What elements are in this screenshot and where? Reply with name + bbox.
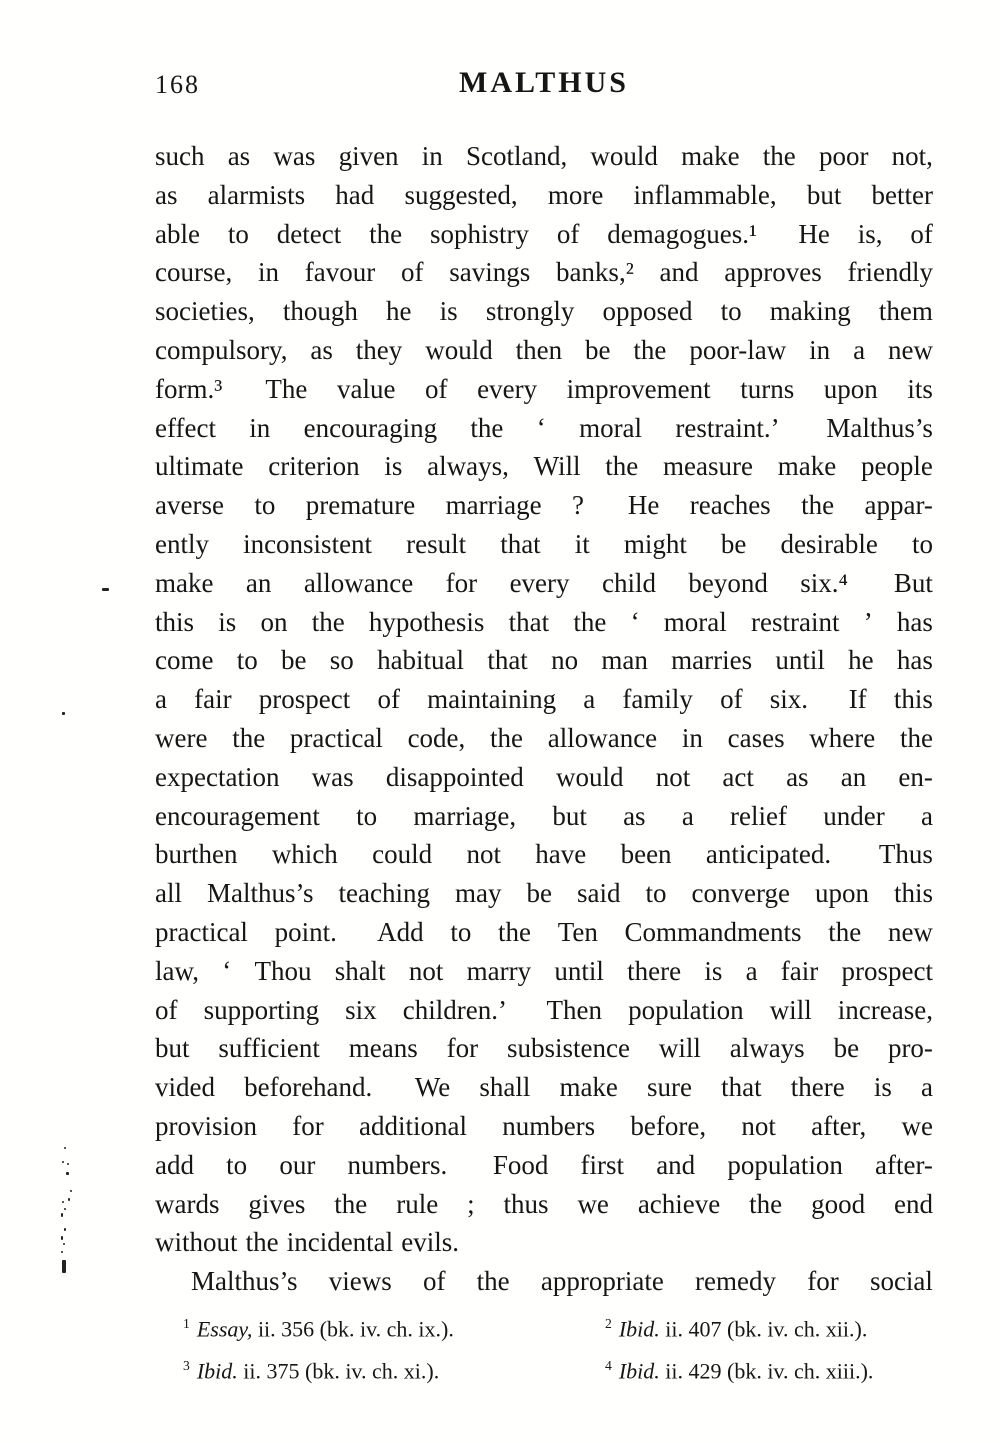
page-number: 168 <box>155 70 200 99</box>
footnote-2 <box>605 1312 933 1341</box>
page-title: MALTHUS <box>459 66 629 99</box>
text-line: effect in encouraging the ‘ moral restraint.’ Malthus’s <box>155 412 933 443</box>
scan-speckle <box>70 1190 72 1192</box>
text-line: vided beforehand. We shall make sure that there is a <box>155 1072 933 1103</box>
footnote-number: 3 <box>183 1358 190 1374</box>
scan-speckle <box>64 1147 66 1149</box>
text-line: but sufficient means for subsistence will always be pro- <box>155 1033 933 1064</box>
text-line: ultimate criterion is always, Will the measure make people <box>155 451 933 482</box>
scan-speckle <box>62 1161 64 1163</box>
footnote-work: Ibid. <box>618 1358 660 1384</box>
text-line: of supporting six children.’ Then population will increase, <box>155 994 933 1025</box>
text-line: a fair prospect of maintaining a family of six. If this <box>155 684 933 715</box>
scan-speckle <box>66 1172 69 1175</box>
text-line: come to be so habitual that no man marries until he has <box>155 645 933 676</box>
text-line: all Malthus’s teaching may be said to converge upon this <box>155 878 933 909</box>
text-line: course, in favour of savings banks,² and approves friendly <box>155 257 933 288</box>
footnote-ref: ii. 356 (bk. iv. ch. ix.). <box>257 1316 454 1342</box>
scan-speckle <box>67 1163 69 1165</box>
body-text <box>155 137 933 1301</box>
text-line: wards gives the rule ; thus we achieve the good end <box>155 1188 933 1219</box>
text-line: make an allowance for every child beyond six.⁴ But <box>155 567 933 598</box>
footnote-3 <box>155 1354 605 1383</box>
text-line: were the practical code, the allowance in cases where the <box>155 722 933 753</box>
text-line: societies, though he is strongly opposed to making them <box>155 296 933 327</box>
footnote-work: Essay, <box>196 1316 253 1342</box>
text-line: burthen which could not have been anticipated. Thus <box>155 839 933 870</box>
text-line: averse to premature marriage ? He reaches the appar- <box>155 490 933 521</box>
scan-speckle <box>64 1228 66 1231</box>
running-head <box>155 66 933 102</box>
footnote-number: 1 <box>183 1316 190 1331</box>
footnote-work: Ibid. <box>196 1358 238 1384</box>
footnote-4 <box>605 1354 933 1383</box>
text-line: ently inconsistent result that it might be desirable to <box>155 528 933 559</box>
scan-speckle <box>63 1243 65 1245</box>
scan-speckle <box>62 1260 66 1273</box>
scan-speckle <box>61 1236 63 1240</box>
footnote-ref: ii. 375 (bk. iv. ch. xi.). <box>243 1358 440 1384</box>
footnote-number: 2 <box>605 1316 612 1331</box>
text-line: able to detect the sophistry of demagogues.¹ He is, of <box>155 218 933 249</box>
text-line: expectation was disappointed would not act as an en- <box>155 761 933 792</box>
scan-speckle <box>62 1201 64 1203</box>
scan-speckle <box>102 588 109 591</box>
scan-speckle <box>61 1213 63 1217</box>
footnote-1 <box>155 1312 605 1341</box>
footnotes <box>155 1312 933 1384</box>
footnote-ref: ii. 407 (bk. iv. ch. xii.). <box>665 1316 868 1342</box>
text-line: without the incidental evils. <box>155 1227 460 1258</box>
text-line: this is on the hypothesis that the ‘ moral restraint ’ has <box>155 606 933 637</box>
scan-speckle <box>61 1251 63 1253</box>
scan-speckle <box>62 712 65 715</box>
text-line: encouragement to marriage, but as a relief under a <box>155 800 933 831</box>
text-line: practical point. Add to the Ten Commandments the new <box>155 916 933 947</box>
footnote-work: Ibid. <box>618 1316 660 1342</box>
text-line: Malthus’s views of the appropriate remedy for social <box>191 1266 933 1297</box>
footnote-number: 4 <box>605 1358 612 1374</box>
scan-speckle <box>68 1198 70 1201</box>
text-line: compulsory, as they would then be the poor-law in a new <box>155 334 933 365</box>
scan-speckle <box>64 1208 66 1210</box>
text-line: such as was given in Scotland, would make the poor not, <box>155 141 933 171</box>
text-line: as alarmists had suggested, more inflammable, but better <box>155 179 933 210</box>
text-line: law, ‘ Thou shalt not marry until there is a fair prospect <box>155 955 933 986</box>
footnote-ref: ii. 429 (bk. iv. ch. xiii.). <box>665 1358 874 1384</box>
text-line: add to our numbers. Food first and population after- <box>155 1149 933 1180</box>
text-line: provision for additional numbers before, not after, we <box>155 1110 933 1141</box>
text-line: form.³ The value of every improvement turns upon its <box>155 373 933 404</box>
